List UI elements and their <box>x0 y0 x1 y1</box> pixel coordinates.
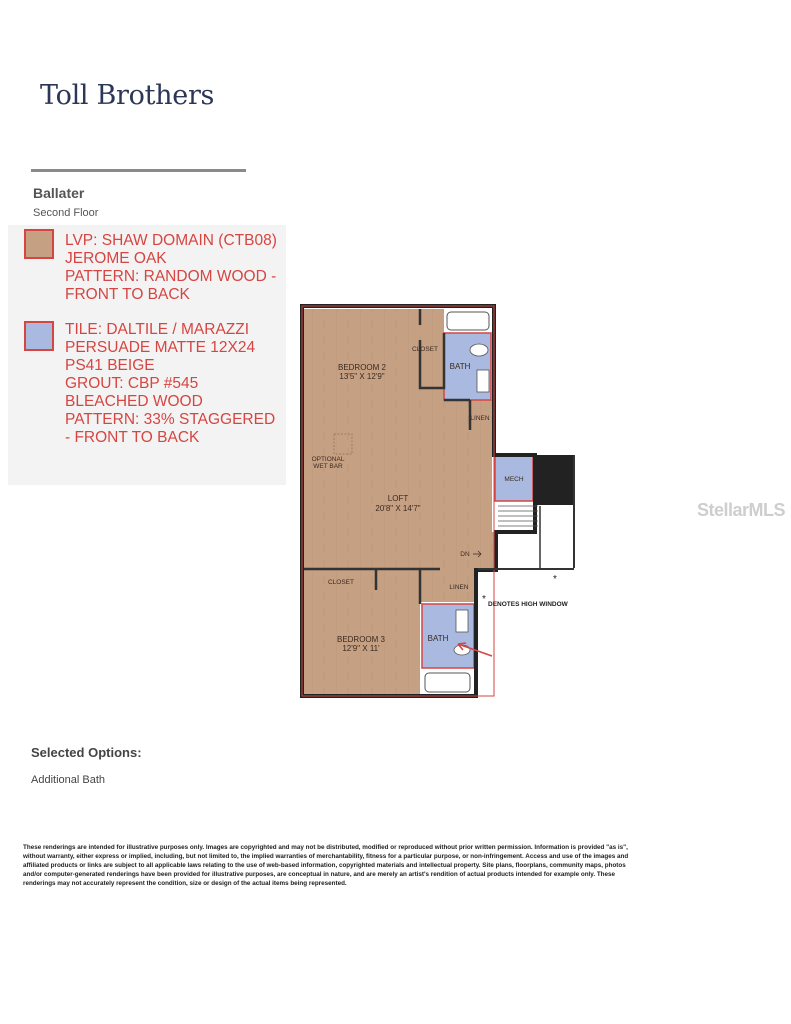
watermark: StellarMLS <box>697 500 786 520</box>
bedroom2-name: BEDROOM 2 <box>337 363 387 372</box>
loft-dims: 20'8" X 14'7" <box>375 504 421 513</box>
note-asterisk: * <box>482 594 486 605</box>
selected-options-title: Selected Options: <box>31 745 142 760</box>
high-window-note: DENOTES HIGH WINDOW <box>488 601 568 608</box>
bedroom3-name: BEDROOM 3 <box>336 635 386 644</box>
high-window-asterisk: * <box>553 574 557 585</box>
mech-label: MECH <box>504 476 524 483</box>
linen-top-label: LINEN <box>470 415 490 422</box>
bath-top-label: BATH <box>449 362 471 371</box>
top-vanity <box>477 370 489 392</box>
closet-bottom-label: CLOSET <box>327 579 355 586</box>
top-toilet <box>470 344 488 356</box>
optional-label-2: WET BAR <box>313 463 343 470</box>
tile-legend-text: TILE: DALTILE / MARAZZI PERSUADE MATTE 12X24 PS41 BEIGE GROUT: CBP #545 BLEACHED WOOD PATTERN: 33% STAGGERED - FRONT TO BACK <box>65 321 276 446</box>
selected-option-item: Additional Bath <box>31 774 105 786</box>
bottom-tub <box>425 673 470 692</box>
floor-name: Second Floor <box>33 207 99 219</box>
optional-label-1: OPTIONAL <box>311 456 345 463</box>
bedroom3-dims: 12'9" X 11' <box>342 644 380 653</box>
closet-top-label: CLOSET <box>411 346 439 353</box>
bedroom3-floor <box>304 569 420 694</box>
loft-name: LOFT <box>387 494 409 503</box>
stair-well <box>535 455 575 505</box>
disclaimer: These renderings are intended for illustrative purposes only. Images are copyrighted and may not be distributed, modified or reproduced without prior written permission. Information is provided "as is", without warranty, either express or implied, including, but not limited to, the implied warranties of merchantability, fitness for a particular purpose, or non-infringement. Access and use of the images and affiliated products or links are subject to all applicable laws relating to the use of web-based information, copyrighted materials and intellectual property. Site plans, floorplans, community maps, photos and/or computer-generated renderings have been provided for illustrative purposes, are conceptual in nature, and are merely an artist's rendition of actual products intended for example only. These renderings may not accurately represent the condition, size or design of the actual items being represented. <box>23 844 629 887</box>
bath-bottom-label: BATH <box>427 634 449 643</box>
bottom-toilet <box>454 645 470 655</box>
bedroom2-dims: 13'5" X 12'9" <box>339 372 385 381</box>
stair-landing-floor <box>476 532 496 570</box>
stairs-dn-label: DN <box>460 551 470 558</box>
top-tub <box>447 312 489 330</box>
plan-name: Ballater <box>33 185 85 201</box>
brand-logo: Toll Brothers <box>40 80 215 111</box>
bottom-vanity <box>456 610 468 632</box>
linen-bottom-label: LINEN <box>449 584 469 591</box>
lvp-legend-text: LVP: SHAW DOMAIN (CTB08) JEROME OAK PATTERN: RANDOM WOOD - FRONT TO BACK <box>65 232 277 303</box>
